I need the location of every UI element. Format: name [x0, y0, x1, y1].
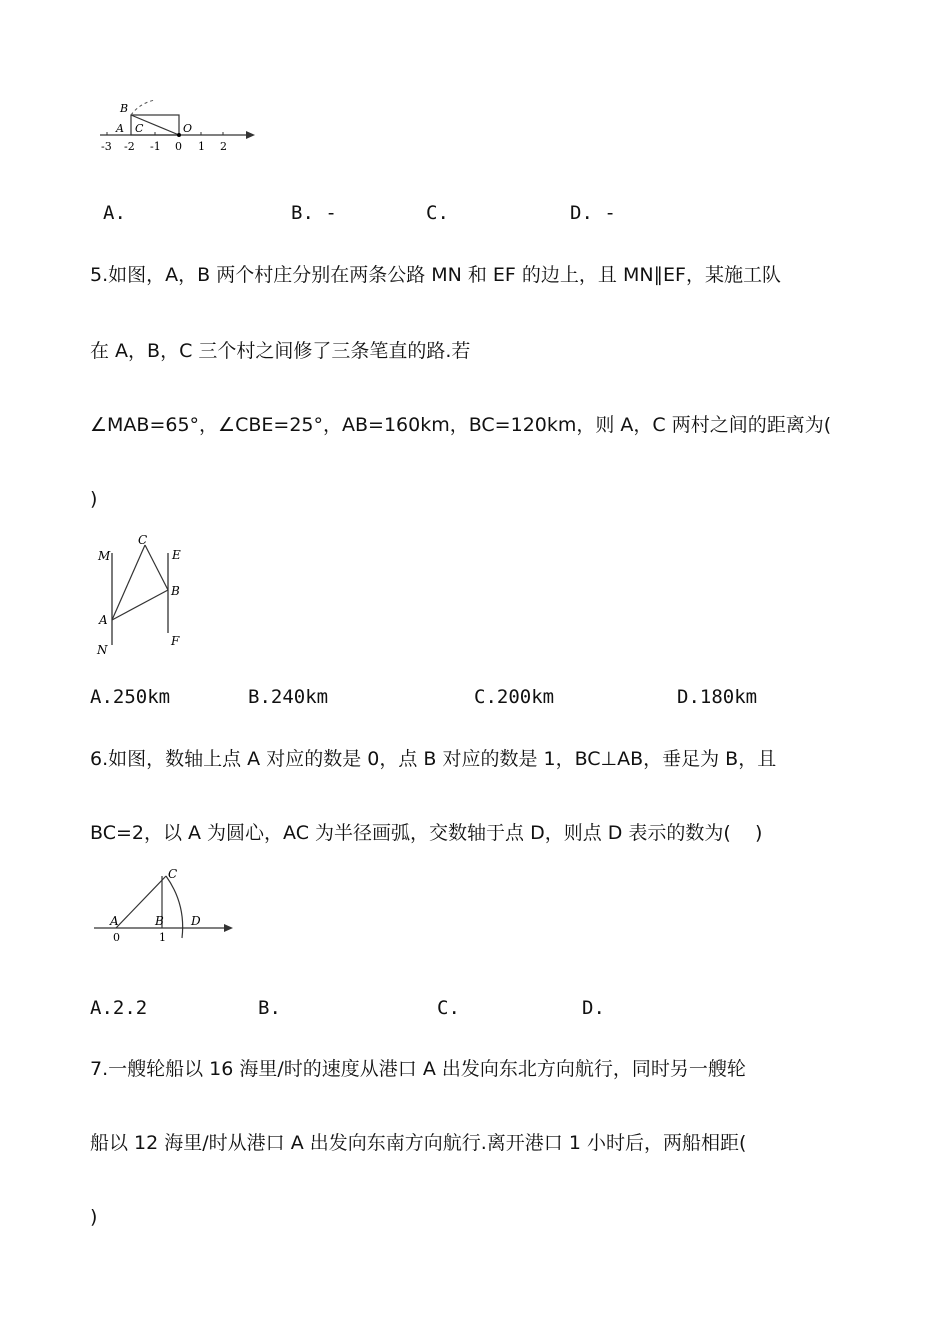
- tick-label-1: 1: [159, 931, 166, 944]
- q5-option-d[interactable]: D.180km: [677, 686, 758, 708]
- q4-option-a[interactable]: A.: [103, 202, 126, 224]
- q5-option-a[interactable]: A.250km: [90, 686, 171, 708]
- q5-triangle-figure: [92, 533, 202, 657]
- q4-option-d[interactable]: D. -: [570, 202, 616, 224]
- arc-dashed: [131, 100, 155, 115]
- q5-text-line-4: ): [90, 488, 98, 510]
- segment-ab: [112, 590, 168, 620]
- q4-option-b[interactable]: B. -: [291, 202, 337, 224]
- q5-text-line-3: ∠MAB=65°，∠CBE=25°，AB=160km，BC=120km，则 A，C 两村之间的距离为(: [90, 414, 832, 436]
- q7-text-line-1: 7.一艘轮船以 16 海里/时的速度从港口 A 出发向东北方向航行，同时另一艘轮: [90, 1058, 746, 1080]
- axis-arrow: [224, 924, 233, 932]
- label-C: C: [168, 867, 178, 881]
- segment-ac: [112, 545, 145, 620]
- label-N: N: [97, 643, 108, 657]
- q5-text-line-1: 5.如图，A，B 两个村庄分别在两条公路 MN 和 EF 的边上，且 MN∥EF，某施工队: [90, 264, 781, 286]
- q5-option-c[interactable]: C.200km: [474, 686, 555, 708]
- axis-arrow: [246, 131, 255, 139]
- label-B: B: [171, 584, 180, 598]
- tick-label-2: 2: [220, 140, 227, 153]
- tick-label-minus-2: -2: [124, 140, 135, 153]
- label-C: C: [135, 122, 144, 135]
- label-B: B: [155, 914, 164, 928]
- tick-label-0: 0: [113, 931, 120, 944]
- label-B: B: [120, 102, 129, 115]
- q4-number-line-figure: [95, 95, 265, 165]
- label-A: A: [99, 613, 108, 627]
- tick-label-minus-1: -1: [150, 140, 161, 153]
- q6-text-line-1: 6.如图，数轴上点 A 对应的数是 0，点 B 对应的数是 1，BC⊥AB，垂足为 B，且: [90, 748, 777, 770]
- q6-text-line-2: BC=2，以 A 为圆心，AC 为半径画弧，交数轴于点 D，则点 D 表示的数为( ): [90, 822, 763, 844]
- q6-option-c[interactable]: C.: [437, 997, 460, 1019]
- label-O: O: [183, 122, 193, 135]
- label-A: A: [110, 914, 119, 928]
- label-D: D: [191, 914, 201, 928]
- label-E: E: [172, 548, 181, 562]
- q7-text-line-3: ): [90, 1206, 98, 1228]
- label-F: F: [171, 634, 180, 648]
- label-C: C: [138, 533, 148, 547]
- segment-cb: [145, 545, 168, 590]
- label-M: M: [98, 549, 111, 563]
- arc-cd: [166, 876, 183, 938]
- q6-number-line-figure: [92, 864, 242, 944]
- tick-label-minus-3: -3: [101, 140, 112, 153]
- origin-point: [177, 133, 181, 137]
- tick-label-0: 0: [175, 140, 182, 153]
- q6-option-a[interactable]: A.2.2: [90, 997, 148, 1019]
- tick-label-1: 1: [198, 140, 205, 153]
- label-A: A: [116, 122, 124, 135]
- q6-option-b[interactable]: B.: [258, 997, 281, 1019]
- q7-text-line-2: 船以 12 海里/时从港口 A 出发向东南方向航行.离开港口 1 小时后，两船相距(: [90, 1132, 747, 1154]
- q6-option-d[interactable]: D.: [582, 997, 605, 1019]
- q5-text-line-2: 在 A，B，C 三个村之间修了三条笔直的路.若: [90, 340, 471, 362]
- q5-option-b[interactable]: B.240km: [248, 686, 329, 708]
- q4-option-c[interactable]: C.: [426, 202, 449, 224]
